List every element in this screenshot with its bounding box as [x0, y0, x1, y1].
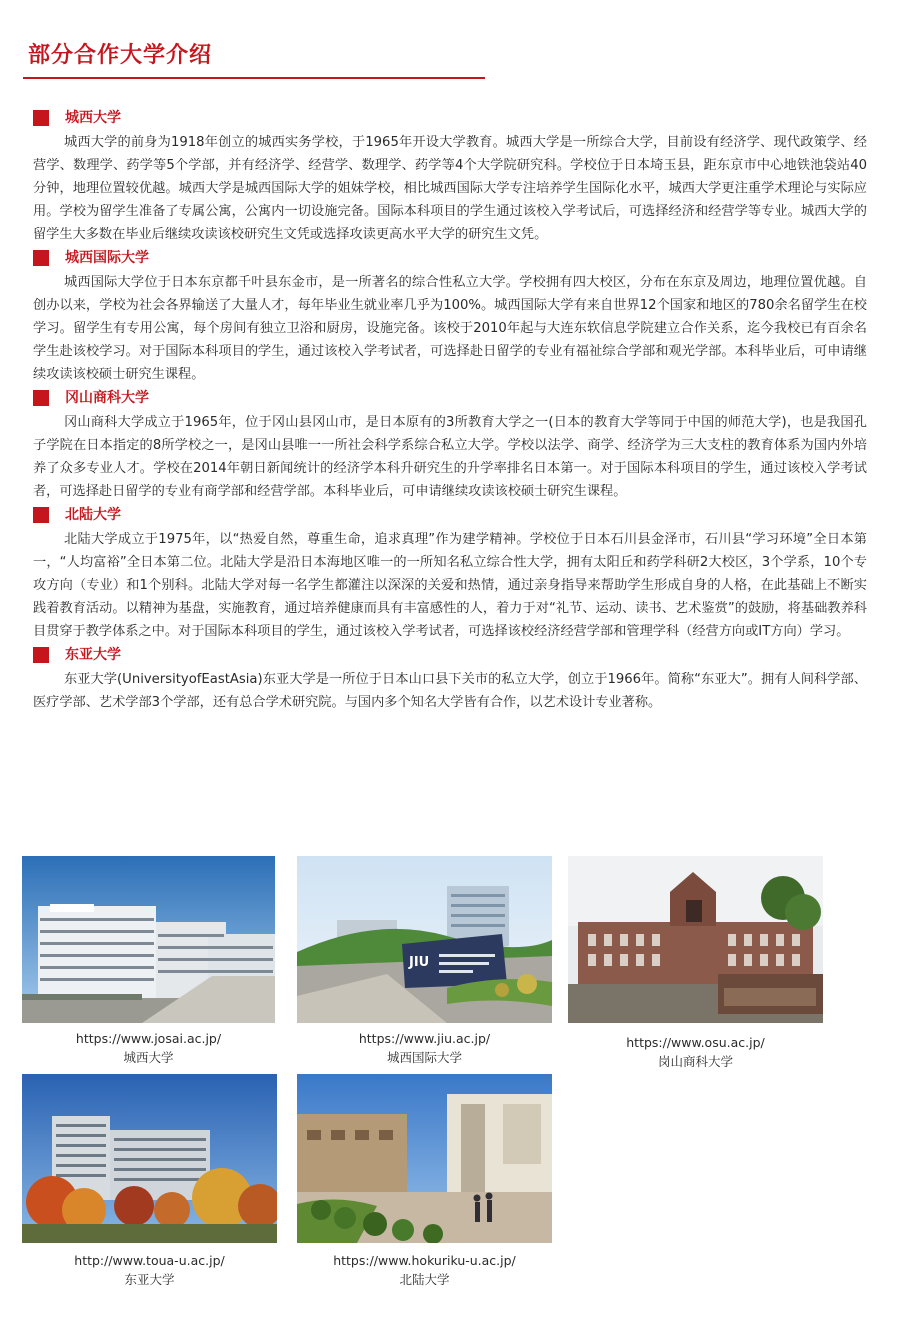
university-name: 城西国际大学: [386, 1050, 462, 1065]
university-sections: [33, 108, 869, 716]
section-body: 城西大学的前身为1918年创立的城西实务学校，于1965年开设大学教育。城西大学是一所综合大学，目前设有经济学、现代政策学、经营学、数理学、药学等5个学部，并有经济学、经营学、数理学、药学等4个大学院研究科。学校位于日本埼玉县，距东京市中心地铁池袋站40分钟，地理位置较优越。城西大学是城西国际大学的姐妹学校，相比城西国际大学专注培养学生国际化水平，城西大学更注重学术理论与实际应用。学校为留学生准备了专属公寓，公寓内一切设施完备。国际本科项目的学生通过该校入学考试后，可选择经济和经营学等专业。城西大学的留学生大多数在毕业后继续攻读该校研究生文凭或选择攻读更高水平大学的研究生文凭。: [33, 135, 867, 242]
section-osu: [33, 388, 869, 503]
jiu-sign-logo: JIU: [409, 955, 430, 970]
university-url-link[interactable]: http://www.toua-u.ac.jp/: [74, 1253, 225, 1268]
university-url-link[interactable]: https://www.hokuriku-u.ac.jp/: [333, 1253, 516, 1268]
osu-campus-photo: [568, 856, 823, 1023]
section-toua: [33, 645, 869, 714]
university-name: 岗山商科大学: [657, 1054, 733, 1069]
university-name: 东亚大学: [124, 1272, 175, 1287]
section-body: 东亚大学(UniversityofEastAsia)东亚大学是一所位于日本山口县下关市的私立大学，创立于1966年。简称“东亚大”。拥有人间科学部、医疗学部、艺术学部3个学部，还有总合学术研究院。与国内多个知名大学皆有合作，以艺术设计专业著称。: [33, 672, 867, 710]
section-josai: [33, 108, 869, 246]
university-name: 城西大学: [123, 1050, 174, 1065]
josai-campus-photo: [22, 856, 275, 1023]
section-hokuriku: [33, 505, 869, 643]
photo-caption: [297, 1029, 552, 1067]
red-square-icon: [33, 110, 49, 126]
section-title: 东亚大学: [65, 647, 121, 663]
title-divider: [23, 77, 485, 79]
section-title: 冈山商科大学: [65, 390, 149, 406]
photo-caption: [22, 1251, 277, 1289]
section-body: 北陆大学成立于1975年，以“热爱自然，尊重生命，追求真理”作为建学精神。学校位于日本石川县金泽市，石川县“学习环境”全日本第一，“人均富裕”全日本第二位。北陆大学是沿日本海地区唯一的一所知名私立综合性大学，拥有太阳丘和药学科研2大校区，3个学系，10个专攻方向（专业）和1个别科。北陆大学对每一名学生都灌注以深深的关爱和热情，通过亲身指导来帮助学生形成自身的人格，在此基础上不断实践着教育活动。以精神为基盘，实施教育，通过培养健康而具有丰富感性的人，着力于对“礼节、运动、读书、艺术鉴赏”的鼓励，将基础教养科目贯穿于教学体系之中。对于国际本科项目的学生，通过该校入学考试者，可选择该校经济经营学部和管理学科（经营方向或IT方向）学习。: [33, 532, 867, 639]
toua-campus-photo: [22, 1074, 277, 1243]
photo-caption: [297, 1251, 552, 1289]
section-title: 北陆大学: [65, 507, 121, 523]
red-square-icon: [33, 250, 49, 266]
page-title: 部分合作大学介绍: [28, 42, 213, 68]
university-url-link[interactable]: https://www.josai.ac.jp/: [75, 1031, 222, 1046]
section-body: 城西国际大学位于日本东京都千叶县东金市，是一所著名的综合性私立大学。学校拥有四大校区，分布在东京及周边，地理位置优越。自创办以来，学校为社会各界输送了大量人才，每年毕业生就业率几乎为100%。城西国际大学有来自世界12个国家和地区的780余名留学生在校学习。留学生有专用公寓，每个房间有独立卫浴和厨房，设施完备。该校于2010年起与大连东软信息学院建立合作关系，迄今我校已有百余名学生赴该校学习。对于国际本科项目的学生，通过该校入学考试者，可选择赴日留学的专业有福祉综合学部和观光学部。本科毕业后，可申请继续攻读该校硕士研究生课程。: [33, 275, 867, 382]
photo-caption: [568, 1033, 823, 1071]
hokuriku-campus-photo: [297, 1074, 552, 1243]
university-url-link[interactable]: https://www.jiu.ac.jp/: [358, 1031, 491, 1046]
photo-caption: [22, 1029, 275, 1067]
university-url-link[interactable]: https://www.osu.ac.jp/: [626, 1035, 765, 1050]
university-name: 北陆大学: [399, 1272, 450, 1287]
section-body: 冈山商科大学成立于1965年，位于冈山县冈山市，是日本原有的3所教育大学之一(日本的教育大学等同于中国的师范大学)，也是我国孔子学院在日本指定的8所学校之一，是冈山县唯一一所社会科学系综合私立大学。学校以法学、商学、经济学为三大支柱的教育体系为国内外培养了众多专业人才。学校在2014年朝日新闻统计的经济学本科升研究生的升学率排名日本第一。对于国际本科项目的学生，通过该校入学考试者，可选择赴日留学的专业有商学部和经营学部。本科毕业后，可申请继续攻读该校硕士研究生课程。: [33, 415, 867, 499]
section-jiu: [33, 248, 869, 386]
jiu-campus-photo: [297, 856, 552, 1023]
red-square-icon: [33, 647, 49, 663]
red-square-icon: [33, 390, 49, 406]
red-square-icon: [33, 507, 49, 523]
section-title: 城西国际大学: [65, 250, 149, 266]
section-title: 城西大学: [65, 110, 121, 126]
